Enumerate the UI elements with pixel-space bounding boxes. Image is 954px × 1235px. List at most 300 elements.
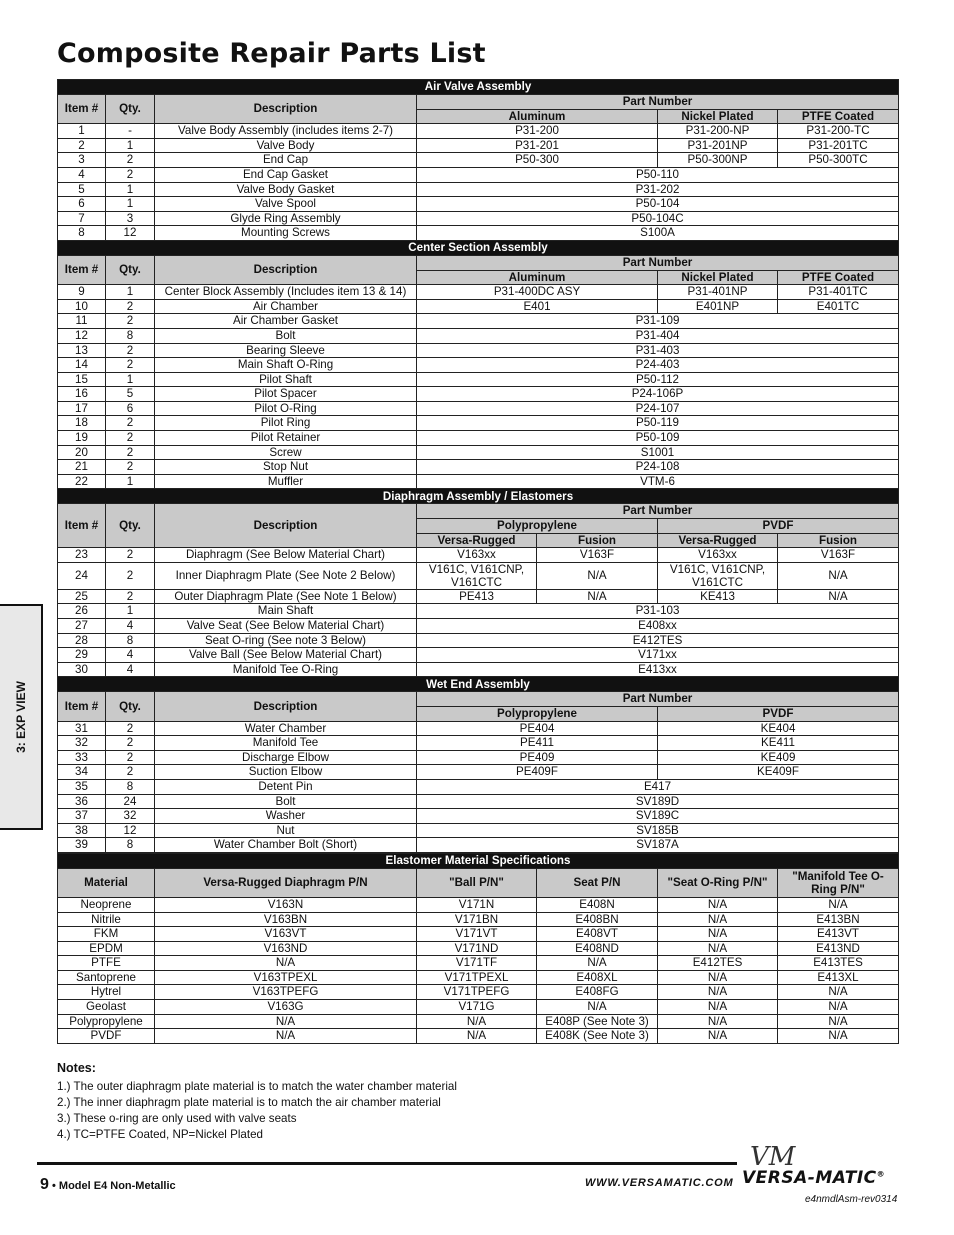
table-row [58,562,899,589]
table-row [58,912,899,927]
quantity: 32 [106,809,155,824]
quantity: 1 [106,604,155,619]
quantity: 8 [106,328,155,343]
item-number: 30 [58,662,106,677]
quantity: 1 [106,182,155,197]
table-row [58,736,899,751]
part-number: N/A [537,562,658,589]
part-ptfe: P31-201TC [778,138,899,153]
item-number: 16 [58,387,106,402]
elastomer-col-header: "Ball P/N" [417,868,537,897]
part-number: E412TES [658,956,778,971]
item-number: 37 [58,809,106,824]
part-number: N/A [658,941,778,956]
part-number: V163G [155,1000,417,1015]
description: Pilot Shaft [155,372,417,387]
part-number: E412TES [417,633,899,648]
part-number: E408ND [537,941,658,956]
part-pvdf: KE411 [658,736,899,751]
quantity: 2 [106,548,155,563]
material-name: Polypropylene [58,1014,155,1029]
quantity: 2 [106,562,155,589]
part-polypropylene: PE409F [417,765,658,780]
item-number: 34 [58,765,106,780]
material-name: Santoprene [58,970,155,985]
item-number: 15 [58,372,106,387]
section-air-valve-title: Air Valve Assembly [58,80,899,95]
item-number: 18 [58,416,106,431]
part-number: V163TPEXL [155,970,417,985]
table-row [58,633,899,648]
part-number: N/A [417,1029,537,1044]
header-row [58,504,899,519]
part-ptfe: P50-300TC [778,153,899,168]
part-number: N/A [155,1014,417,1029]
website-url: WWW.VERSAMATIC.COM [585,1177,734,1189]
table-row [58,897,899,912]
part-number: V161C, V161CNP, V161CTC [417,562,537,589]
item-number: 6 [58,197,106,212]
description: Diaphragm (See Below Material Chart) [155,548,417,563]
col-description-header: Description [155,95,417,124]
part-number: N/A [155,1029,417,1044]
quantity: - [106,124,155,139]
quantity: 5 [106,387,155,402]
description: Valve Seat (See Below Material Chart) [155,619,417,634]
parts-table [57,79,899,853]
item-number: 22 [58,474,106,489]
note-4: 4.) TC=PTFE Coated, NP=Nickel Plated [57,1128,263,1141]
description: Air Chamber Gasket [155,314,417,329]
col-item-header: Item # [58,504,106,548]
table-row [58,153,899,168]
page-number: 9 [40,1176,49,1193]
table-row [58,779,899,794]
notes-title: Notes: [57,1061,96,1075]
part-ptfe: E401TC [778,299,899,314]
header-row [58,868,899,897]
table-row [58,809,899,824]
quantity: 2 [106,343,155,358]
part-number: V171N [417,897,537,912]
table-row [58,358,899,373]
col-qty-header: Qty. [106,504,155,548]
elastomer-col-header: Seat P/N [537,868,658,897]
notes-block [57,1061,457,1144]
col-pvdf-fusion-header: Fusion [778,533,899,548]
part-number: S1001 [417,445,899,460]
item-number: 20 [58,445,106,460]
elastomer-col-header: Versa-Rugged Diaphragm P/N [155,868,417,897]
quantity: 1 [106,372,155,387]
versa-matic-logo [742,1142,902,1190]
part-number: P31-109 [417,314,899,329]
table-row [58,431,899,446]
section-wet-end [58,677,899,692]
description: Pilot O-Ring [155,401,417,416]
part-pvdf: KE409 [658,750,899,765]
item-number: 23 [58,548,106,563]
col-qty-header: Qty. [106,255,155,284]
table-row [58,648,899,663]
description: Manifold Tee O-Ring [155,662,417,677]
part-number: N/A [155,956,417,971]
table-row [58,343,899,358]
table-row [58,1014,899,1029]
item-number: 35 [58,779,106,794]
item-number: 5 [58,182,106,197]
description: Main Shaft O-Ring [155,358,417,373]
table-row [58,941,899,956]
description: Bearing Sleeve [155,343,417,358]
table-row [58,401,899,416]
description: Pilot Spacer [155,387,417,402]
part-number: N/A [658,970,778,985]
description: Stop Nut [155,460,417,475]
part-number: N/A [778,589,899,604]
table-row [58,765,899,780]
description: Seat O-ring (See note 3 Below) [155,633,417,648]
quantity: 2 [106,314,155,329]
col-description-header: Description [155,504,417,548]
item-number: 28 [58,633,106,648]
description: End Cap [155,153,417,168]
part-number: N/A [778,897,899,912]
table-row [58,548,899,563]
model-name: • Model E4 Non-Metallic [52,1180,176,1192]
part-number: P31-103 [417,604,899,619]
part-number: N/A [778,1000,899,1015]
item-number: 17 [58,401,106,416]
quantity: 8 [106,633,155,648]
table-row [58,1000,899,1015]
table-row [58,662,899,677]
part-number: E413xx [417,662,899,677]
part-number: E413VT [778,927,899,942]
item-number: 31 [58,721,106,736]
part-nickel: P50-300NP [658,153,778,168]
col-description-header: Description [155,255,417,284]
item-number: 21 [58,460,106,475]
section-wet-end-title: Wet End Assembly [58,677,899,692]
col-item-header: Item # [58,255,106,284]
col-ptfe-header: PTFE Coated [778,270,899,285]
col-item-header: Item # [58,692,106,721]
part-nickel: P31-401NP [658,285,778,300]
col-item-header: Item # [58,95,106,124]
col-aluminum-header: Aluminum [417,270,658,285]
part-number: E408XL [537,970,658,985]
section-elastomer [58,853,899,868]
table-row [58,226,899,241]
table-row [58,314,899,329]
table-row [58,721,899,736]
material-name: Geolast [58,1000,155,1015]
quantity: 1 [106,138,155,153]
table-row [58,328,899,343]
part-number: V163ND [155,941,417,956]
description: Washer [155,809,417,824]
part-number: P50-112 [417,372,899,387]
footer-rule [37,1162,737,1165]
item-number: 19 [58,431,106,446]
part-number: P50-104 [417,197,899,212]
description: Air Chamber [155,299,417,314]
quantity: 2 [106,167,155,182]
elastomer-col-header: Material [58,868,155,897]
part-number: P31-202 [417,182,899,197]
header-row [58,255,899,270]
description: Water Chamber Bolt (Short) [155,838,417,853]
description: Valve Body Gasket [155,182,417,197]
description: Pilot Ring [155,416,417,431]
quantity: 2 [106,589,155,604]
item-number: 36 [58,794,106,809]
section-elastomer-title: Elastomer Material Specifications [58,853,899,868]
table-row [58,138,899,153]
part-number: E408FG [537,985,658,1000]
quantity: 4 [106,619,155,634]
part-number: V163VT [155,927,417,942]
part-number: V163xx [417,548,537,563]
part-number: E408BN [537,912,658,927]
part-number: P24-403 [417,358,899,373]
table-row [58,416,899,431]
col-part-number-header: Part Number [417,95,899,110]
part-nickel: P31-201NP [658,138,778,153]
part-polypropylene: PE404 [417,721,658,736]
description: Inner Diaphragm Plate (See Note 2 Below) [155,562,417,589]
table-row [58,124,899,139]
part-number: V171xx [417,648,899,663]
part-number: VTM-6 [417,474,899,489]
header-row [58,95,899,110]
col-ptfe-header: PTFE Coated [778,109,899,124]
part-number: P24-106P [417,387,899,402]
part-number: S100A [417,226,899,241]
description: Center Block Assembly (Includes item 13 & 14) [155,285,417,300]
description: Valve Body [155,138,417,153]
part-pvdf: KE404 [658,721,899,736]
quantity: 2 [106,416,155,431]
item-number: 24 [58,562,106,589]
part-number: V171ND [417,941,537,956]
description: Glyde Ring Assembly [155,211,417,226]
part-number: E408VT [537,927,658,942]
table-row [58,445,899,460]
description: Outer Diaphragm Plate (See Note 1 Below) [155,589,417,604]
quantity: 12 [106,823,155,838]
logo-mark: VM [750,1142,796,1172]
item-number: 4 [58,167,106,182]
part-aluminum: P31-200 [417,124,658,139]
quantity: 1 [106,474,155,489]
quantity: 24 [106,794,155,809]
col-description-header: Description [155,692,417,721]
description: Manifold Tee [155,736,417,751]
table-row [58,182,899,197]
material-name: Neoprene [58,897,155,912]
part-number: P50-110 [417,167,899,182]
part-aluminum: P31-400DC ASY [417,285,658,300]
part-aluminum: E401 [417,299,658,314]
part-aluminum: P31-201 [417,138,658,153]
part-number: P50-104C [417,211,899,226]
description: Suction Elbow [155,765,417,780]
item-number: 10 [58,299,106,314]
table-row [58,299,899,314]
material-name: Hytrel [58,985,155,1000]
part-number: N/A [778,1029,899,1044]
header-row [58,692,899,707]
section-side-tab [0,604,43,830]
quantity: 2 [106,736,155,751]
part-number: N/A [537,956,658,971]
quantity: 8 [106,779,155,794]
quantity: 12 [106,226,155,241]
description: Screw [155,445,417,460]
quantity: 2 [106,358,155,373]
part-number: SV189D [417,794,899,809]
col-pvdf-header: PVDF [658,706,899,721]
part-number: E413XL [778,970,899,985]
part-number: V163F [537,548,658,563]
material-name: PTFE [58,956,155,971]
part-number: E413TES [778,956,899,971]
part-number: N/A [537,1000,658,1015]
table-row [58,285,899,300]
part-number: N/A [658,927,778,942]
table-row [58,167,899,182]
part-number: E413BN [778,912,899,927]
col-polypropylene-header: Polypropylene [417,706,658,721]
table-row [58,211,899,226]
table-row [58,970,899,985]
quantity: 6 [106,401,155,416]
description: Valve Spool [155,197,417,212]
table-row [58,956,899,971]
description: Valve Ball (See Below Material Chart) [155,648,417,663]
part-number: N/A [417,1014,537,1029]
section-air-valve [58,80,899,95]
table-row [58,372,899,387]
description: Water Chamber [155,721,417,736]
part-number: N/A [778,1014,899,1029]
part-polypropylene: PE409 [417,750,658,765]
part-number: PE413 [417,589,537,604]
item-number: 7 [58,211,106,226]
note-1: 1.) The outer diaphragm plate material is to match the water chamber material [57,1080,457,1093]
registered-mark: ® [876,1169,886,1179]
note-2: 2.) The inner diaphragm plate material is to match the air chamber material [57,1096,441,1109]
part-number: SV187A [417,838,899,853]
item-number: 1 [58,124,106,139]
part-number: E408xx [417,619,899,634]
part-number: KE413 [658,589,778,604]
part-number: N/A [778,985,899,1000]
part-ptfe: P31-401TC [778,285,899,300]
part-aluminum: P50-300 [417,153,658,168]
part-number: V171TPEFG [417,985,537,1000]
part-number: E413ND [778,941,899,956]
quantity: 2 [106,750,155,765]
table-row [58,589,899,604]
col-qty-header: Qty. [106,692,155,721]
quantity: 1 [106,197,155,212]
part-number: N/A [778,562,899,589]
quantity: 3 [106,211,155,226]
item-number: 13 [58,343,106,358]
item-number: 8 [58,226,106,241]
part-number: P50-119 [417,416,899,431]
part-number: V163F [778,548,899,563]
col-pp-versa-rugged-header: Versa-Rugged [417,533,537,548]
table-row [58,197,899,212]
note-3: 3.) These o-ring are only used with valve seats [57,1112,297,1125]
col-pp-fusion-header: Fusion [537,533,658,548]
table-row [58,794,899,809]
material-name: Nitrile [58,912,155,927]
part-number: V171TPEXL [417,970,537,985]
part-number: N/A [658,897,778,912]
col-part-number-header: Part Number [417,692,899,707]
part-ptfe: P31-200-TC [778,124,899,139]
part-number: V163BN [155,912,417,927]
revision-code: e4nmdlAsm-rev0314 [805,1194,898,1205]
part-number: P24-108 [417,460,899,475]
part-number: N/A [658,1000,778,1015]
item-number: 26 [58,604,106,619]
description: Main Shaft [155,604,417,619]
quantity: 2 [106,460,155,475]
col-part-number-header: Part Number [417,255,899,270]
description: Detent Pin [155,779,417,794]
part-number: V171G [417,1000,537,1015]
elastomer-col-header: "Seat O-Ring P/N" [658,868,778,897]
table-row [58,750,899,765]
col-polypropylene-header: Polypropylene [417,519,658,534]
table-row [58,619,899,634]
item-number: 25 [58,589,106,604]
part-number: P31-404 [417,328,899,343]
part-number: E408N [537,897,658,912]
col-qty-header: Qty. [106,95,155,124]
part-number: N/A [537,589,658,604]
section-diaphragm-title: Diaphragm Assembly / Elastomers [58,489,899,504]
part-number: V163TPEFG [155,985,417,1000]
part-number: V171VT [417,927,537,942]
description: Discharge Elbow [155,750,417,765]
col-part-number-header: Part Number [417,504,899,519]
logo-word-text: VERSA-MATIC [742,1168,877,1188]
material-name: PVDF [58,1029,155,1044]
item-number: 32 [58,736,106,751]
item-number: 9 [58,285,106,300]
part-nickel: P31-200-NP [658,124,778,139]
item-number: 11 [58,314,106,329]
col-nickel-header: Nickel Plated [658,109,778,124]
quantity: 4 [106,648,155,663]
table-row [58,604,899,619]
part-number: N/A [658,985,778,1000]
quantity: 2 [106,299,155,314]
col-nickel-header: Nickel Plated [658,270,778,285]
elastomer-table [57,853,899,1044]
quantity: 4 [106,662,155,677]
part-number: P24-107 [417,401,899,416]
material-name: EPDM [58,941,155,956]
quantity: 2 [106,431,155,446]
